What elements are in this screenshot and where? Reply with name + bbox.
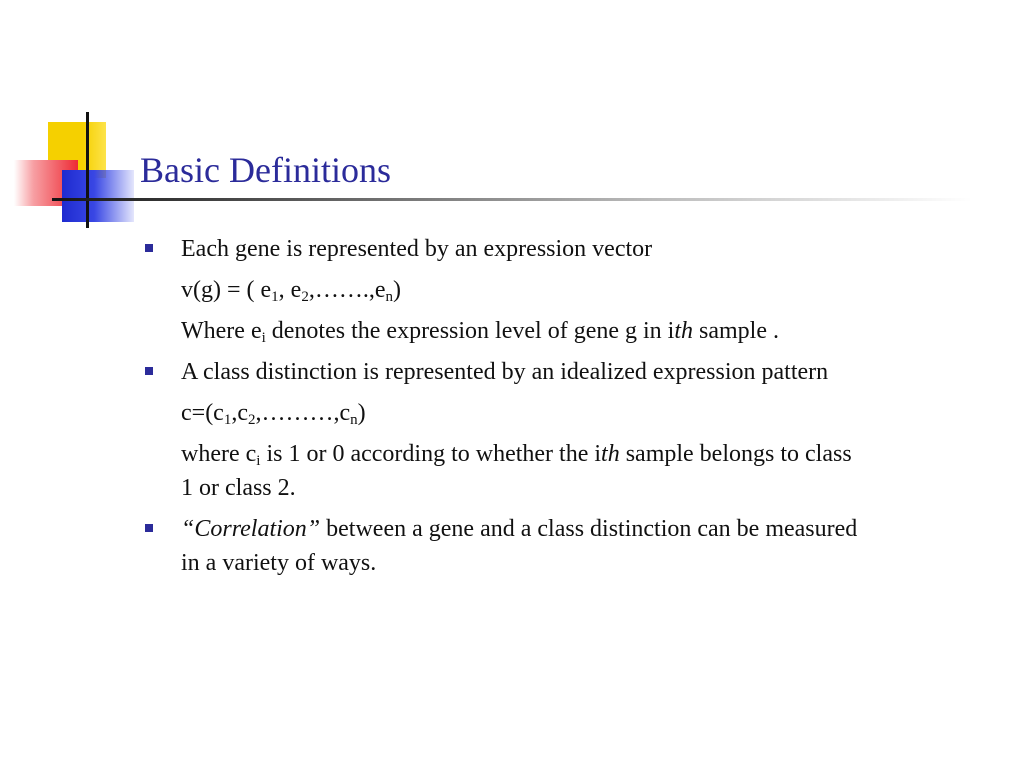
subscript: n	[350, 412, 358, 428]
definition-text: sample .	[693, 318, 779, 344]
formula-text: )	[357, 400, 366, 426]
bullet-text: A class distinction is represented by an idealized expression pattern	[181, 359, 829, 385]
subscript: i	[261, 330, 266, 346]
definition-text: is 1 or 0 according to whether the i	[260, 441, 602, 467]
subscript: 2	[248, 412, 256, 428]
bullet-text: in a variety of ways.	[181, 550, 377, 576]
bullet-item-2	[181, 355, 991, 389]
formula-text: ,…….,e	[308, 277, 386, 303]
title-underline	[52, 198, 972, 201]
bullet-marker	[145, 367, 153, 375]
subscript: n	[385, 289, 393, 305]
blue-square	[62, 170, 134, 222]
class-pattern-formula	[181, 396, 991, 430]
subscript: i	[256, 453, 261, 469]
expression-definition	[181, 314, 991, 348]
formula-text: ,c	[231, 400, 248, 426]
subscript: 2	[301, 289, 309, 305]
bullet-item-3-continued	[181, 546, 991, 580]
slide-title: Basic Definitions	[140, 150, 391, 190]
bullet-text: Each gene is represented by an expression vector	[181, 236, 653, 262]
formula-text: ,………,c	[255, 400, 351, 426]
decorative-logo	[0, 0, 140, 240]
slide-body	[181, 232, 991, 580]
class-definition-continued	[181, 471, 991, 505]
expression-vector-formula	[181, 273, 991, 307]
italic-text: th	[601, 441, 620, 467]
formula-text: v(g) = ( e	[181, 277, 272, 303]
bullet-text: between a gene and a class distinction can be measured	[320, 516, 858, 542]
definition-text: denotes the expression level of gene g in i	[265, 318, 675, 344]
definition-text: where c	[181, 441, 257, 467]
italic-text: “Correlation”	[181, 516, 321, 542]
formula-text: )	[392, 277, 401, 303]
definition-text: sample belongs to class	[619, 441, 852, 467]
definition-text: 1 or class 2.	[181, 475, 296, 501]
bullet-marker	[145, 524, 153, 532]
definition-text: Where e	[181, 318, 262, 344]
formula-text: , e	[278, 277, 302, 303]
logo-vertical-line	[86, 112, 89, 228]
bullet-marker	[145, 244, 153, 252]
italic-text: th	[674, 318, 694, 344]
subscript: 1	[223, 412, 232, 428]
subscript: 1	[271, 289, 279, 305]
bullet-item-1	[181, 232, 991, 266]
formula-text: c=(c	[181, 400, 224, 426]
bullet-item-3	[181, 512, 991, 546]
class-definition	[181, 437, 991, 471]
